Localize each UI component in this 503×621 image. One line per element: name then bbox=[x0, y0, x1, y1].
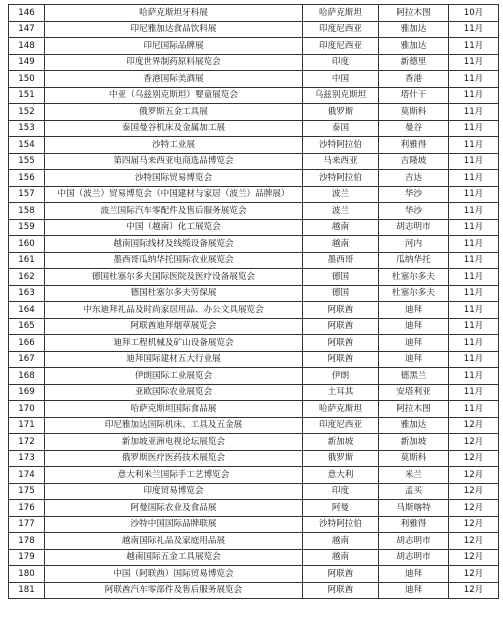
table-row bbox=[9, 203, 499, 220]
exhibition-month: 11月 bbox=[449, 54, 499, 71]
table-row bbox=[9, 71, 499, 88]
exhibition-name: 迪拜工程机械及矿山设备展览会 bbox=[45, 335, 303, 352]
exhibition-city: 莫斯科 bbox=[379, 104, 449, 121]
exhibition-month: 12月 bbox=[449, 516, 499, 533]
row-number: 147 bbox=[9, 21, 45, 38]
exhibition-name: 印尼国际品牌展 bbox=[45, 38, 303, 55]
exhibition-city: 米兰 bbox=[379, 467, 449, 484]
table-row bbox=[9, 401, 499, 418]
table-row bbox=[9, 335, 499, 352]
exhibition-city: 利雅得 bbox=[379, 516, 449, 533]
exhibition-name: 越南国际五金工具展览会 bbox=[45, 549, 303, 566]
exhibition-city: 吉隆坡 bbox=[379, 153, 449, 170]
exhibition-month: 11月 bbox=[449, 104, 499, 121]
exhibition-country: 中国 bbox=[303, 71, 379, 88]
exhibition-country: 泰国 bbox=[303, 120, 379, 137]
exhibition-country: 俄罗斯 bbox=[303, 450, 379, 467]
exhibition-name: 沙特中国国际品牌联展 bbox=[45, 516, 303, 533]
exhibition-country: 越南 bbox=[303, 533, 379, 550]
table-row bbox=[9, 318, 499, 335]
exhibition-month: 11月 bbox=[449, 401, 499, 418]
table-row bbox=[9, 384, 499, 401]
exhibition-month: 11月 bbox=[449, 21, 499, 38]
exhibition-name: 泰国曼谷机床及金属加工展 bbox=[45, 120, 303, 137]
row-number: 168 bbox=[9, 368, 45, 385]
exhibition-country: 马来西亚 bbox=[303, 153, 379, 170]
exhibition-country: 沙特阿拉伯 bbox=[303, 516, 379, 533]
table-row bbox=[9, 120, 499, 137]
row-number: 170 bbox=[9, 401, 45, 418]
row-number: 153 bbox=[9, 120, 45, 137]
exhibition-city: 香港 bbox=[379, 71, 449, 88]
exhibition-country: 伊朗 bbox=[303, 368, 379, 385]
exhibition-city: 新加坡 bbox=[379, 434, 449, 451]
table-row bbox=[9, 21, 499, 38]
table-row bbox=[9, 533, 499, 550]
row-number: 157 bbox=[9, 186, 45, 203]
exhibition-month: 12月 bbox=[449, 434, 499, 451]
exhibition-country: 德国 bbox=[303, 285, 379, 302]
exhibition-name: 沙特国际贸易博览会 bbox=[45, 170, 303, 187]
row-number: 150 bbox=[9, 71, 45, 88]
row-number: 181 bbox=[9, 582, 45, 599]
exhibition-month: 11月 bbox=[449, 318, 499, 335]
exhibition-name: 印度世界制药原料展览会 bbox=[45, 54, 303, 71]
exhibition-name: 阿联酋汽车零部件及售后服务展览会 bbox=[45, 582, 303, 599]
exhibition-country: 越南 bbox=[303, 549, 379, 566]
table-row bbox=[9, 153, 499, 170]
table-row bbox=[9, 5, 499, 22]
row-number: 149 bbox=[9, 54, 45, 71]
row-number: 158 bbox=[9, 203, 45, 220]
exhibition-city: 德黑兰 bbox=[379, 368, 449, 385]
exhibition-name: 印尼雅加达食品饮料展 bbox=[45, 21, 303, 38]
exhibition-name: 越南国际线材及线缆设备展览会 bbox=[45, 236, 303, 253]
table-row bbox=[9, 87, 499, 104]
row-number: 162 bbox=[9, 269, 45, 286]
exhibition-month: 11月 bbox=[449, 71, 499, 88]
exhibition-month: 11月 bbox=[449, 170, 499, 187]
exhibition-city: 马斯喀特 bbox=[379, 500, 449, 517]
row-number: 166 bbox=[9, 335, 45, 352]
exhibition-city: 雅加达 bbox=[379, 417, 449, 434]
exhibition-city: 迪拜 bbox=[379, 351, 449, 368]
table-row bbox=[9, 269, 499, 286]
exhibition-country: 沙特阿拉伯 bbox=[303, 137, 379, 154]
exhibition-city: 迪拜 bbox=[379, 582, 449, 599]
table-row bbox=[9, 450, 499, 467]
exhibition-city: 安塔利亚 bbox=[379, 384, 449, 401]
exhibition-city: 杜塞尔多夫 bbox=[379, 285, 449, 302]
row-number: 152 bbox=[9, 104, 45, 121]
table-row bbox=[9, 368, 499, 385]
exhibition-city: 华沙 bbox=[379, 203, 449, 220]
table-row bbox=[9, 252, 499, 269]
exhibition-city: 胡志明市 bbox=[379, 533, 449, 550]
table-row bbox=[9, 104, 499, 121]
row-number: 161 bbox=[9, 252, 45, 269]
exhibition-name: 中国（波兰）贸易博览会（中国建材与家居（波兰）品牌展） bbox=[45, 186, 303, 203]
row-number: 146 bbox=[9, 5, 45, 22]
exhibition-month: 12月 bbox=[449, 450, 499, 467]
exhibition-city: 吉达 bbox=[379, 170, 449, 187]
row-number: 178 bbox=[9, 533, 45, 550]
table-row bbox=[9, 285, 499, 302]
exhibition-country: 墨西哥 bbox=[303, 252, 379, 269]
row-number: 167 bbox=[9, 351, 45, 368]
row-number: 179 bbox=[9, 549, 45, 566]
row-number: 171 bbox=[9, 417, 45, 434]
exhibition-month: 11月 bbox=[449, 38, 499, 55]
exhibition-name: 亚欧国际农业展览会 bbox=[45, 384, 303, 401]
exhibition-country: 意大利 bbox=[303, 467, 379, 484]
table-row bbox=[9, 417, 499, 434]
exhibition-city: 瓜纳华托 bbox=[379, 252, 449, 269]
exhibition-name: 哈萨克斯坦牙科展 bbox=[45, 5, 303, 22]
exhibition-city: 华沙 bbox=[379, 186, 449, 203]
exhibition-name: 哈萨克斯坦国际食品展 bbox=[45, 401, 303, 418]
exhibition-month: 11月 bbox=[449, 269, 499, 286]
exhibition-city: 胡志明市 bbox=[379, 219, 449, 236]
exhibition-month: 11月 bbox=[449, 285, 499, 302]
exhibition-name: 中东迪拜礼品及时尚家居用品、办公文具展览会 bbox=[45, 302, 303, 319]
exhibition-month: 11月 bbox=[449, 384, 499, 401]
exhibition-country: 阿联酋 bbox=[303, 566, 379, 583]
exhibition-country: 乌兹别克斯坦 bbox=[303, 87, 379, 104]
exhibition-city: 胡志明市 bbox=[379, 549, 449, 566]
table-row bbox=[9, 483, 499, 500]
exhibition-table-body bbox=[9, 5, 499, 599]
exhibition-month: 12月 bbox=[449, 533, 499, 550]
exhibition-country: 阿联酋 bbox=[303, 351, 379, 368]
table-row bbox=[9, 434, 499, 451]
exhibition-month: 11月 bbox=[449, 87, 499, 104]
exhibition-month: 11月 bbox=[449, 335, 499, 352]
table-row bbox=[9, 467, 499, 484]
row-number: 155 bbox=[9, 153, 45, 170]
exhibition-city: 雅加达 bbox=[379, 38, 449, 55]
exhibition-country: 印度 bbox=[303, 54, 379, 71]
exhibition-name: 中国（越南）化工展览会 bbox=[45, 219, 303, 236]
table-row bbox=[9, 137, 499, 154]
exhibition-month: 11月 bbox=[449, 368, 499, 385]
exhibition-name: 德国杜塞尔多夫国际医院及医疗设备展览会 bbox=[45, 269, 303, 286]
exhibition-name: 中亚（乌兹别克斯坦）婴童展览会 bbox=[45, 87, 303, 104]
exhibition-city: 塔什干 bbox=[379, 87, 449, 104]
exhibition-month: 12月 bbox=[449, 566, 499, 583]
table-row bbox=[9, 38, 499, 55]
exhibition-country: 印度 bbox=[303, 483, 379, 500]
exhibition-country: 印度尼西亚 bbox=[303, 38, 379, 55]
exhibition-schedule-page bbox=[8, 4, 498, 599]
row-number: 160 bbox=[9, 236, 45, 253]
exhibition-table bbox=[8, 4, 499, 599]
table-row bbox=[9, 549, 499, 566]
exhibition-month: 11月 bbox=[449, 120, 499, 137]
table-row bbox=[9, 582, 499, 599]
row-number: 180 bbox=[9, 566, 45, 583]
exhibition-city: 杜塞尔多夫 bbox=[379, 269, 449, 286]
exhibition-month: 11月 bbox=[449, 252, 499, 269]
exhibition-name: 印尼雅加达国际机床、工具及五金展 bbox=[45, 417, 303, 434]
exhibition-city: 河内 bbox=[379, 236, 449, 253]
exhibition-country: 阿曼 bbox=[303, 500, 379, 517]
table-row bbox=[9, 236, 499, 253]
exhibition-country: 印度尼西亚 bbox=[303, 417, 379, 434]
exhibition-name: 意大利米兰国际手工艺博览会 bbox=[45, 467, 303, 484]
row-number: 151 bbox=[9, 87, 45, 104]
table-row bbox=[9, 302, 499, 319]
exhibition-country: 哈萨克斯坦 bbox=[303, 5, 379, 22]
row-number: 154 bbox=[9, 137, 45, 154]
row-number: 173 bbox=[9, 450, 45, 467]
exhibition-month: 12月 bbox=[449, 467, 499, 484]
table-row bbox=[9, 500, 499, 517]
table-row bbox=[9, 170, 499, 187]
row-number: 174 bbox=[9, 467, 45, 484]
exhibition-month: 12月 bbox=[449, 582, 499, 599]
exhibition-month: 11月 bbox=[449, 219, 499, 236]
exhibition-country: 阿联酋 bbox=[303, 335, 379, 352]
exhibition-name: 印度贸易博览会 bbox=[45, 483, 303, 500]
table-row bbox=[9, 516, 499, 533]
exhibition-month: 12月 bbox=[449, 417, 499, 434]
row-number: 148 bbox=[9, 38, 45, 55]
exhibition-country: 越南 bbox=[303, 219, 379, 236]
exhibition-name: 墨西哥瓜纳华托国际农业展览会 bbox=[45, 252, 303, 269]
exhibition-month: 12月 bbox=[449, 500, 499, 517]
exhibition-city: 利雅得 bbox=[379, 137, 449, 154]
exhibition-month: 11月 bbox=[449, 302, 499, 319]
row-number: 169 bbox=[9, 384, 45, 401]
exhibition-name: 新加坡亚洲电视论坛展览会 bbox=[45, 434, 303, 451]
exhibition-city: 迪拜 bbox=[379, 302, 449, 319]
exhibition-month: 11月 bbox=[449, 351, 499, 368]
exhibition-country: 越南 bbox=[303, 236, 379, 253]
exhibition-city: 孟买 bbox=[379, 483, 449, 500]
exhibition-city: 迪拜 bbox=[379, 318, 449, 335]
exhibition-country: 波兰 bbox=[303, 186, 379, 203]
exhibition-city: 迪拜 bbox=[379, 566, 449, 583]
exhibition-country: 波兰 bbox=[303, 203, 379, 220]
table-row bbox=[9, 219, 499, 236]
exhibition-name: 越南国际礼品及家庭用品展 bbox=[45, 533, 303, 550]
exhibition-city: 阿拉木图 bbox=[379, 5, 449, 22]
exhibition-month: 10月 bbox=[449, 5, 499, 22]
exhibition-country: 哈萨克斯坦 bbox=[303, 401, 379, 418]
exhibition-month: 11月 bbox=[449, 153, 499, 170]
exhibition-name: 德国杜塞尔多夫劳保展 bbox=[45, 285, 303, 302]
exhibition-name: 香港国际美酒展 bbox=[45, 71, 303, 88]
row-number: 156 bbox=[9, 170, 45, 187]
exhibition-month: 11月 bbox=[449, 186, 499, 203]
row-number: 172 bbox=[9, 434, 45, 451]
exhibition-name: 中国（阿联酋）国际贸易博览会 bbox=[45, 566, 303, 583]
row-number: 164 bbox=[9, 302, 45, 319]
table-row bbox=[9, 186, 499, 203]
exhibition-name: 沙特工业展 bbox=[45, 137, 303, 154]
exhibition-country: 新加坡 bbox=[303, 434, 379, 451]
table-row bbox=[9, 566, 499, 583]
table-row bbox=[9, 54, 499, 71]
exhibition-city: 曼谷 bbox=[379, 120, 449, 137]
exhibition-city: 迪拜 bbox=[379, 335, 449, 352]
exhibition-country: 阿联酋 bbox=[303, 318, 379, 335]
exhibition-name: 俄罗斯五金工具展 bbox=[45, 104, 303, 121]
exhibition-name: 俄罗斯医疗医药技术展览会 bbox=[45, 450, 303, 467]
row-number: 175 bbox=[9, 483, 45, 500]
exhibition-name: 阿联酋迪拜烟草展览会 bbox=[45, 318, 303, 335]
exhibition-country: 俄罗斯 bbox=[303, 104, 379, 121]
exhibition-country: 印度尼西亚 bbox=[303, 21, 379, 38]
exhibition-month: 12月 bbox=[449, 483, 499, 500]
exhibition-month: 11月 bbox=[449, 137, 499, 154]
exhibition-month: 12月 bbox=[449, 549, 499, 566]
exhibition-city: 雅加达 bbox=[379, 21, 449, 38]
exhibition-country: 土耳其 bbox=[303, 384, 379, 401]
table-row bbox=[9, 351, 499, 368]
exhibition-city: 阿拉木图 bbox=[379, 401, 449, 418]
exhibition-name: 第四届马来西亚电商选品博览会 bbox=[45, 153, 303, 170]
exhibition-name: 波兰国际汽车零配件及售后服务展览会 bbox=[45, 203, 303, 220]
exhibition-name: 阿曼国际农业及食品展 bbox=[45, 500, 303, 517]
exhibition-city: 莫斯科 bbox=[379, 450, 449, 467]
row-number: 163 bbox=[9, 285, 45, 302]
exhibition-name: 伊朗国际工业展览会 bbox=[45, 368, 303, 385]
exhibition-country: 沙特阿拉伯 bbox=[303, 170, 379, 187]
exhibition-month: 11月 bbox=[449, 236, 499, 253]
exhibition-country: 阿联酋 bbox=[303, 302, 379, 319]
row-number: 165 bbox=[9, 318, 45, 335]
row-number: 159 bbox=[9, 219, 45, 236]
row-number: 177 bbox=[9, 516, 45, 533]
exhibition-month: 11月 bbox=[449, 203, 499, 220]
exhibition-name: 迪拜国际建材五大行业展 bbox=[45, 351, 303, 368]
row-number: 176 bbox=[9, 500, 45, 517]
exhibition-city: 新德里 bbox=[379, 54, 449, 71]
exhibition-country: 德国 bbox=[303, 269, 379, 286]
exhibition-country: 阿联酋 bbox=[303, 582, 379, 599]
